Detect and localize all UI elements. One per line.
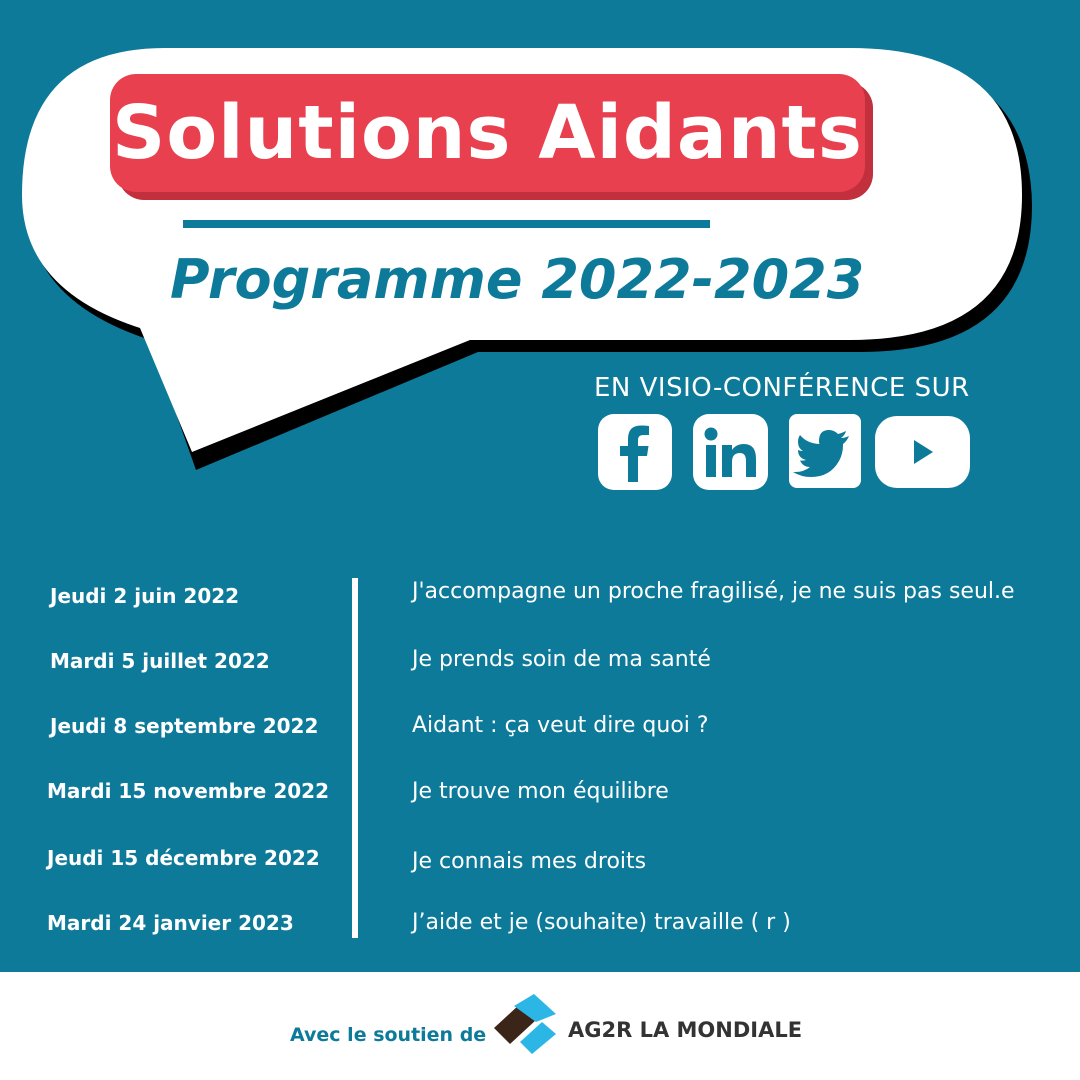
twitter-icon[interactable]	[789, 414, 861, 488]
page-title: Solutions Aidants	[112, 90, 863, 176]
schedule-date: Jeudi 2 juin 2022	[50, 584, 240, 608]
linkedin-icon[interactable]	[693, 414, 768, 490]
schedule-topic: J'accompagne un proche fragilisé, je ne suis pas seul.e	[412, 579, 1015, 604]
schedule-topic: J’aide et je (souhaite) travaille ( r )	[412, 910, 791, 935]
schedule-date: Mardi 15 novembre 2022	[47, 779, 329, 803]
schedule-topic: Aidant : ça veut dire quoi ?	[412, 713, 709, 738]
schedule-topic: Je connais mes droits	[412, 849, 647, 874]
schedule-topic: Je prends soin de ma santé	[412, 647, 711, 672]
title-banner	[110, 74, 865, 192]
youtube-icon[interactable]	[875, 416, 970, 488]
schedule-date: Mardi 5 juillet 2022	[50, 649, 270, 673]
support-label: Avec le soutien de	[290, 1024, 487, 1046]
partner-name: AG2R LA MONDIALE	[568, 1018, 803, 1042]
ag2r-logo-icon	[490, 992, 560, 1056]
facebook-icon[interactable]	[598, 414, 672, 490]
schedule-date: Jeudi 15 décembre 2022	[47, 846, 320, 870]
schedule-topic: Je trouve mon équilibre	[412, 779, 669, 804]
visio-label: EN VISIO-CONFÉRENCE SUR	[594, 373, 970, 403]
schedule-date: Mardi 24 janvier 2023	[47, 911, 294, 935]
program-subtitle: Programme 2022-2023	[170, 248, 865, 311]
schedule-divider	[352, 578, 358, 938]
footer	[0, 972, 1080, 1080]
title-divider	[183, 220, 710, 228]
schedule-date: Jeudi 8 septembre 2022	[50, 714, 319, 738]
